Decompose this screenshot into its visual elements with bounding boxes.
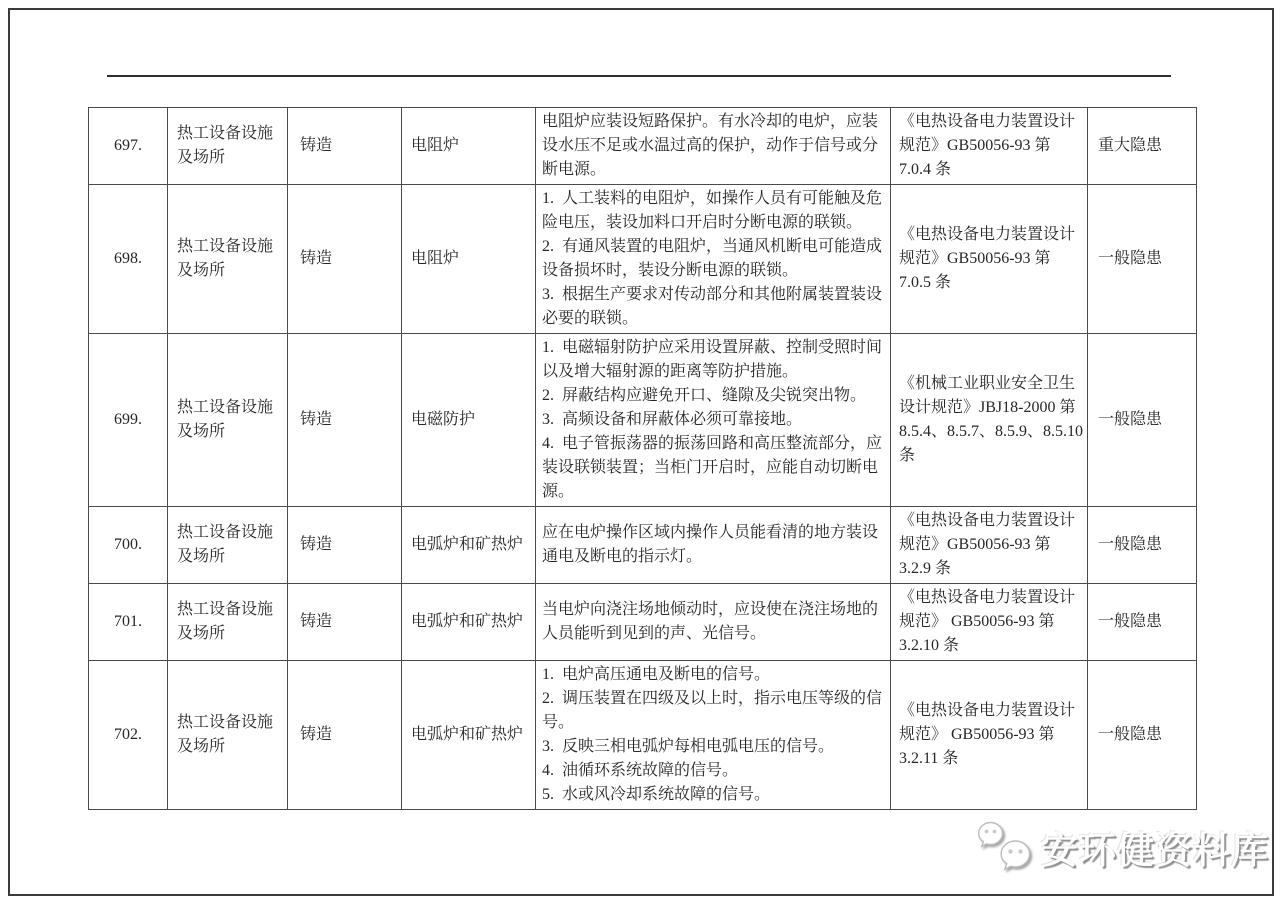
table-row [89,661,1197,810]
description-line: 应在电炉操作区域内操作人员能看清的地方装设通电及断电的指示灯。 [542,524,879,565]
row-number: 702. [89,661,168,810]
cell-reference: 《电热设备电力装置设计规范》 GB50056-93 第 3.2.10 条 [891,584,1088,661]
cell-process: 铸造 [288,507,402,584]
description-line: 2. 有通风装置的电阻炉，当通风机断电可能造成设备损坏时，装设分断电源的联锁。 [542,238,883,279]
cell-place: 热工设备设施及场所 [168,507,288,584]
description-line: 电阻炉应装设短路保护。有水冷却的电炉，应装设水压不足或水温过高的保护，动作于信号或分断电源。 [542,113,879,178]
cell-process: 铸造 [288,108,402,185]
cell-description [536,334,891,507]
row-number: 698. [89,185,168,334]
table-row [89,584,1197,661]
description-line: 当电炉向浇注场地倾动时，应设使在浇注场地的人员能听到见到的声、光信号。 [542,601,879,642]
table-row [89,507,1197,584]
table-row [89,185,1197,334]
cell-place: 热工设备设施及场所 [168,661,288,810]
cell-equipment: 电弧炉和矿热炉 [402,584,536,661]
description-line: 2. 屏蔽结构应避免开口、缝隙及尖锐突出物。 [542,387,867,404]
cell-place: 热工设备设施及场所 [168,185,288,334]
cell-process: 铸造 [288,185,402,334]
cell-description [536,185,891,334]
cell-hazard-level: 重大隐患 [1088,108,1197,185]
description-line: 1. 人工装料的电阻炉，如操作人员有可能触及危险电压，装设加料口开启时分断电源的联锁。 [542,190,883,231]
row-number: 697. [89,108,168,185]
cell-description [536,584,891,661]
cell-description [536,507,891,584]
header-rule [107,75,1171,77]
cell-place: 热工设备设施及场所 [168,584,288,661]
cell-process: 铸造 [288,584,402,661]
cell-hazard-level: 一般隐患 [1088,507,1197,584]
watermark-text: 安环健资料库 [1041,830,1269,871]
cell-equipment: 电阻炉 [402,108,536,185]
cell-reference: 《电热设备电力装置设计规范》 GB50056-93 第 3.2.11 条 [891,661,1088,810]
cell-process: 铸造 [288,661,402,810]
cell-reference: 《电热设备电力装置设计规范》GB50056-93 第 3.2.9 条 [891,507,1088,584]
description-line: 1. 电炉高压通电及断电的信号。 [542,666,771,683]
cell-place: 热工设备设施及场所 [168,334,288,507]
cell-description [536,108,891,185]
table-row [89,108,1197,185]
cell-description [536,661,891,810]
cell-hazard-level: 一般隐患 [1088,334,1197,507]
cell-reference: 《机械工业职业安全卫生设计规范》JBJ18-2000 第 8.5.4、8.5.7、8.5.9、8.5.10 条 [891,334,1088,507]
wechat-icon [975,819,1033,875]
description-line: 1. 电磁辐射防护应采用设置屏蔽、控制受照时间以及增大辐射源的距离等防护措施。 [542,339,883,380]
cell-reference: 《电热设备电力装置设计规范》GB50056-93 第 7.0.5 条 [891,185,1088,334]
description-line: 3. 反映三相电弧炉每相电弧电压的信号。 [542,738,835,755]
cell-hazard-level: 一般隐患 [1088,661,1197,810]
row-number: 699. [89,334,168,507]
row-number: 700. [89,507,168,584]
description-line: 3. 高频设备和屏蔽体必须可靠接地。 [542,411,803,428]
cell-equipment: 电阻炉 [402,185,536,334]
cell-reference: 《电热设备电力装置设计规范》GB50056-93 第 7.0.4 条 [891,108,1088,185]
cell-equipment: 电弧炉和矿热炉 [402,661,536,810]
cell-process: 铸造 [288,334,402,507]
watermark [975,812,1269,882]
hazard-table [88,107,1197,810]
description-line: 3. 根据生产要求对传动部分和其他附属装置装设必要的联锁。 [542,286,883,327]
description-line: 4. 油循环系统故障的信号。 [542,762,739,779]
cell-equipment: 电磁防护 [402,334,536,507]
cell-equipment: 电弧炉和矿热炉 [402,507,536,584]
cell-hazard-level: 一般隐患 [1088,185,1197,334]
cell-hazard-level: 一般隐患 [1088,584,1197,661]
description-line: 4. 电子管振荡器的振荡回路和高压整流部分，应装设联锁装置；当柜门开启时，应能自动切断电源。 [542,435,883,500]
table-row [89,334,1197,507]
cell-place: 热工设备设施及场所 [168,108,288,185]
description-line: 2. 调压装置在四级及以上时，指示电压等级的信号。 [542,690,883,731]
row-number: 701. [89,584,168,661]
description-line: 5. 水或风冷却系统故障的信号。 [542,786,771,803]
